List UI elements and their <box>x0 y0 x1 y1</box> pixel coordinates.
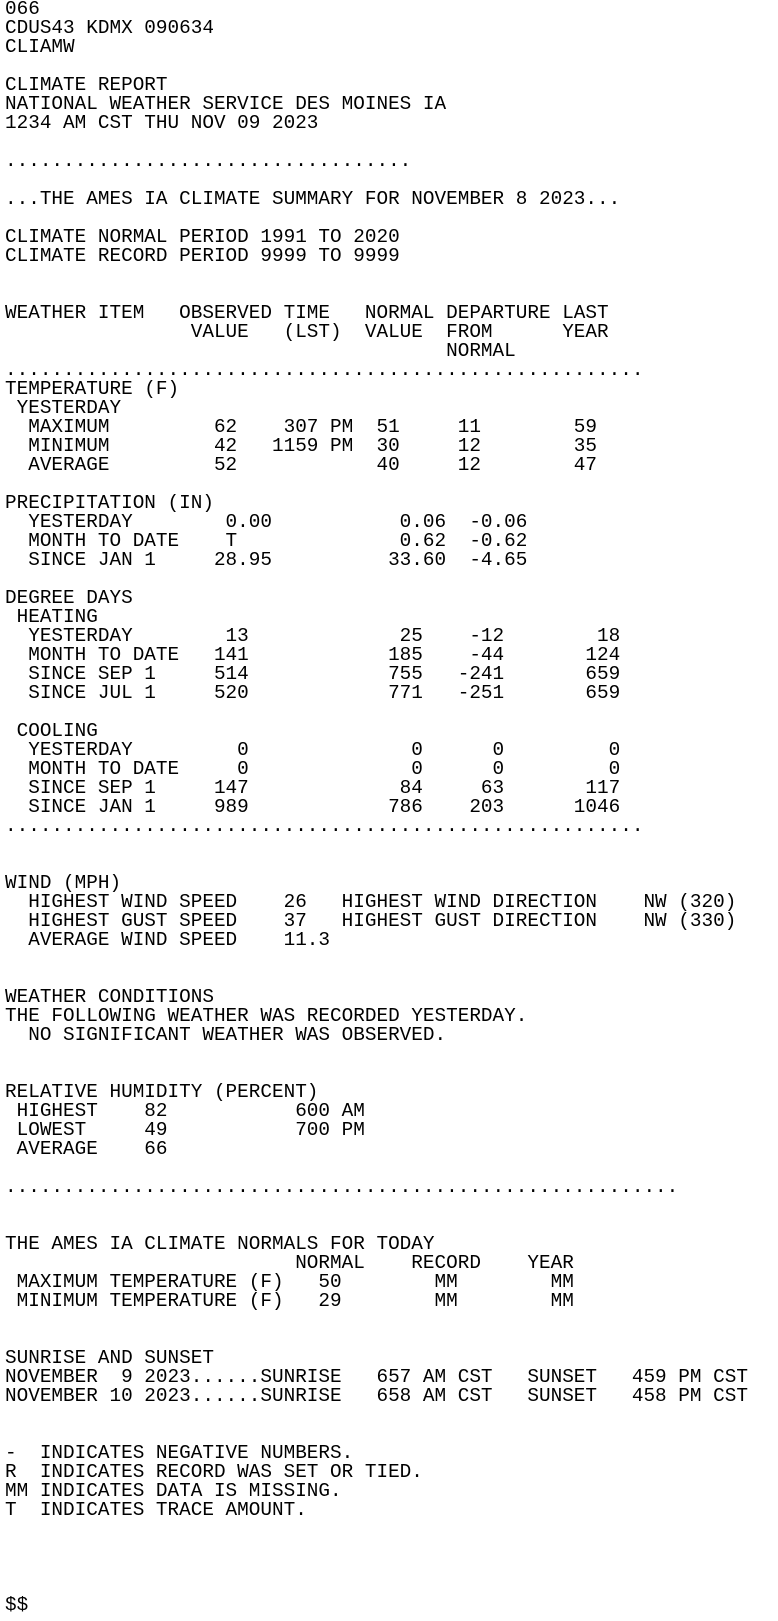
report-line: YESTERDAY 13 25 -12 18 <box>5 625 621 647</box>
blank-line <box>5 836 778 855</box>
report-line: THE AMES IA CLIMATE NORMALS FOR TODAY <box>5 1233 435 1255</box>
report-line: CLIMATE NORMAL PERIOD 1991 TO 2020 <box>5 226 400 248</box>
report-line: SINCE JAN 1 989 786 203 1046 <box>5 796 621 818</box>
report-line: MONTH TO DATE 0 0 0 0 <box>5 758 621 780</box>
blank-line <box>5 1558 778 1577</box>
report-line: WEATHER CONDITIONS <box>5 986 214 1008</box>
blank-line <box>5 266 778 285</box>
report-line: NO SIGNIFICANT WEATHER WAS OBSERVED. <box>5 1024 447 1046</box>
blank-line <box>5 950 778 969</box>
report-line: MONTH TO DATE T 0.62 -0.62 <box>5 530 528 552</box>
report-line: 066 <box>5 0 40 20</box>
report-line: ....................................................... <box>5 359 644 381</box>
report-line: RELATIVE HUMIDITY (PERCENT) <box>5 1081 319 1103</box>
report-line: HIGHEST 82 600 AM <box>5 1100 365 1122</box>
report-line: CLIMATE REPORT <box>5 74 168 96</box>
report-line: MM INDICATES DATA IS MISSING. <box>5 1480 342 1502</box>
report-line: MAXIMUM 62 307 PM 51 11 59 <box>5 416 598 438</box>
report-line: NOVEMBER 10 2023......SUNRISE 658 AM CST SUNSET 458 PM CST <box>5 1385 748 1407</box>
report-line: WEATHER ITEM OBSERVED TIME NORMAL DEPARTURE LAST <box>5 302 609 324</box>
report-line: SINCE JAN 1 28.95 33.60 -4.65 <box>5 549 528 571</box>
report-line: NORMAL <box>5 340 516 362</box>
report-line: DEGREE DAYS <box>5 587 133 609</box>
report-line: 1234 AM CST THU NOV 09 2023 <box>5 112 319 134</box>
report-line: SINCE JUL 1 520 771 -251 659 <box>5 682 621 704</box>
report-line: SUNRISE AND SUNSET <box>5 1347 214 1369</box>
report-line: AVERAGE 66 <box>5 1138 168 1160</box>
blank-line <box>5 703 778 722</box>
report-line: AVERAGE WIND SPEED 11.3 <box>5 929 331 951</box>
report-line: NOVEMBER 9 2023......SUNRISE 657 AM CST SUNSET 459 PM CST <box>5 1366 748 1388</box>
report-line: YESTERDAY <box>5 397 122 419</box>
report-line: CLIMATE RECORD PERIOD 9999 TO 9999 <box>5 245 400 267</box>
blank-line <box>5 1520 778 1539</box>
report-line: NORMAL RECORD YEAR <box>5 1252 574 1274</box>
report-line: ................................... <box>5 150 412 172</box>
report-line: CDUS43 KDMX 090634 <box>5 17 214 39</box>
report-line: SINCE SEP 1 147 84 63 117 <box>5 777 621 799</box>
report-line: VALUE (LST) VALUE FROM YEAR <box>5 321 609 343</box>
blank-line <box>5 1406 778 1425</box>
blank-line <box>5 1311 778 1330</box>
report-line: CLIAMW <box>5 36 75 58</box>
report-line: PRECIPITATION (IN) <box>5 492 214 514</box>
blank-line <box>5 1577 778 1596</box>
report-line: .......................................................... <box>5 1176 679 1198</box>
report-line: LOWEST 49 700 PM <box>5 1119 365 1141</box>
report-line: $$ <box>5 1594 29 1616</box>
blank-line <box>5 1197 778 1216</box>
report-line: MONTH TO DATE 141 185 -44 124 <box>5 644 621 666</box>
report-line: THE FOLLOWING WEATHER WAS RECORDED YESTERDAY. <box>5 1005 528 1027</box>
report-line: MINIMUM 42 1159 PM 30 12 35 <box>5 435 598 457</box>
report-line: ...THE AMES IA CLIMATE SUMMARY FOR NOVEMBER 8 2023... <box>5 188 621 210</box>
report-line: R INDICATES RECORD WAS SET OR TIED. <box>5 1461 423 1483</box>
report-line: MAXIMUM TEMPERATURE (F) 50 MM MM <box>5 1271 574 1293</box>
report-line: TEMPERATURE (F) <box>5 378 180 400</box>
report-line: HIGHEST GUST SPEED 37 HIGHEST GUST DIRECTION NW (330) <box>5 910 737 932</box>
blank-line <box>5 1539 778 1558</box>
report-line: - INDICATES NEGATIVE NUMBERS. <box>5 1442 354 1464</box>
report-line: T INDICATES TRACE AMOUNT. <box>5 1499 307 1521</box>
report-line: AVERAGE 52 40 12 47 <box>5 454 598 476</box>
report-line: SINCE SEP 1 514 755 -241 659 <box>5 663 621 685</box>
report-line: MINIMUM TEMPERATURE (F) 29 MM MM <box>5 1290 574 1312</box>
report-line: YESTERDAY 0.00 0.06 -0.06 <box>5 511 528 533</box>
report-line: NATIONAL WEATHER SERVICE DES MOINES IA <box>5 93 447 115</box>
report-line: COOLING <box>5 720 98 742</box>
report-line: HEATING <box>5 606 98 628</box>
blank-line <box>5 1045 778 1064</box>
report-line: HIGHEST WIND SPEED 26 HIGHEST WIND DIRECTION NW (320) <box>5 891 737 913</box>
report-line: WIND (MPH) <box>5 872 122 894</box>
report-line: YESTERDAY 0 0 0 0 <box>5 739 621 761</box>
report-line: ....................................................... <box>5 815 644 837</box>
